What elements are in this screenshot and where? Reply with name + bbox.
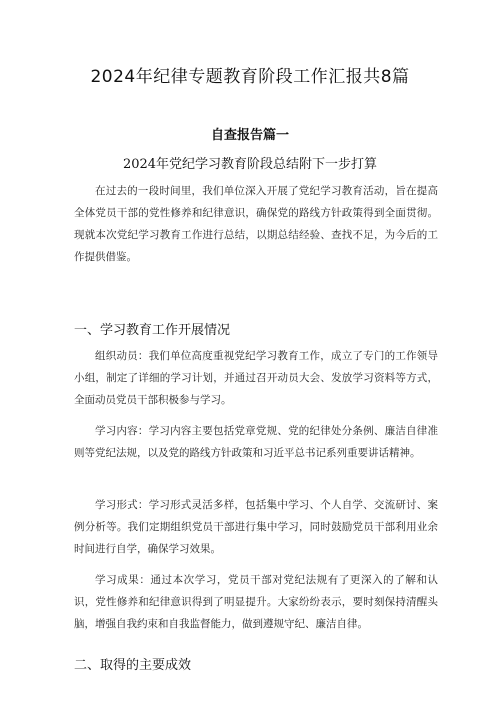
section-2-heading: 二、取得的主要成效: [74, 658, 192, 673]
paragraph-results: 学习成果：通过本次学习，党员干部对党纪法规有了更深入的了解和认识，党性修养和纪律意识得到了明显提升。大家纷纷表示，要时刻保持清醒头脑，增强自我约束和自我监督能力，做到遵规守纪、廉洁自律。: [74, 574, 438, 630]
paragraph-format: 学习形式：学习形式灵活多样，包括集中学习、个人自学、交流研讨、案例分析等。我们定期组织党员干部进行集中学习，同时鼓励党员干部利用业余时间进行自学，确保学习效果。: [74, 499, 438, 555]
section-1-heading: 一、学习教育工作开展情况: [74, 323, 231, 338]
paragraph-content: 学习内容：学习内容主要包括党章党规、党的纪律处分条例、廉洁自律准则等党纪法规，以及党的路线方针政策和习近平总书记系列重要讲话精神。: [74, 425, 438, 459]
report-title: 2024年党纪学习教育阶段总结附下一步打算: [122, 157, 378, 172]
document-title: 2024年纪律专题教育阶段工作汇报共8篇: [90, 67, 410, 87]
paragraph-organization: 组织动员：我们单位高度重视党纪学习教育工作，成立了专门的工作领导小组，制定了详细的学习计划，并通过召开动员大会、发放学习资料等方式，全面动员党员干部积极参与学习。: [74, 350, 438, 406]
intro-paragraph: 在过去的一段时间里，我们单位深入开展了党纪学习教育活动，旨在提高全体党员干部的党性修养和纪律意识，确保党的路线方针政策得到全面贯彻。现就本次党纪学习教育工作进行总结，以期总结经验、查找不足，为今后的工作提供借鉴。: [74, 185, 438, 263]
report-heading: 自查报告篇一: [210, 128, 289, 143]
